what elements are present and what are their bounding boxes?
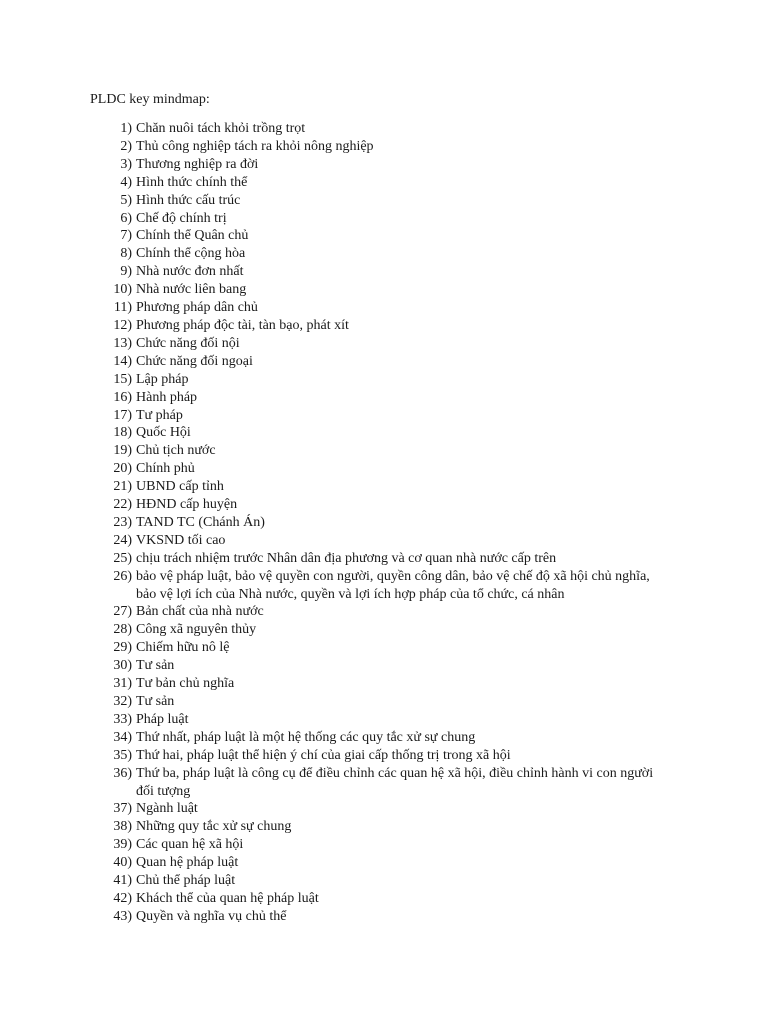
list-item xyxy=(0,263,768,281)
list-item xyxy=(0,621,768,639)
item-text-line: Bản chất của nhà nước xyxy=(136,604,264,620)
item-text xyxy=(136,747,511,765)
list-item xyxy=(0,514,768,532)
item-number: 7) xyxy=(120,228,132,244)
item-text xyxy=(136,854,238,872)
item-text xyxy=(136,353,253,371)
list-item xyxy=(0,317,768,335)
list-item xyxy=(0,210,768,228)
item-text xyxy=(136,800,198,818)
item-text-line: Hình thức chính thể xyxy=(136,174,248,190)
item-number: 34) xyxy=(113,729,132,745)
item-number: 15) xyxy=(113,371,132,387)
item-text-line: đối tượng xyxy=(136,783,191,799)
item-number: 19) xyxy=(113,443,132,459)
item-text-line: Phương pháp độc tài, tàn bạo, phát xít xyxy=(136,317,349,333)
item-number: 13) xyxy=(113,335,132,351)
list-item xyxy=(0,800,768,818)
item-text xyxy=(136,603,264,621)
item-text xyxy=(136,872,235,890)
item-text-line: Quyền và nghĩa vụ chủ thể xyxy=(136,908,287,924)
item-text xyxy=(136,729,475,747)
item-text-line: Hành pháp xyxy=(136,389,198,405)
list-item xyxy=(0,747,768,765)
list-item xyxy=(0,603,768,621)
list-item xyxy=(0,460,768,478)
list-item xyxy=(0,424,768,442)
list-item xyxy=(0,353,768,371)
item-text xyxy=(136,371,188,389)
item-text xyxy=(136,460,195,478)
list-item xyxy=(0,227,768,245)
list-item xyxy=(0,389,768,407)
item-text xyxy=(136,818,291,836)
item-number: 42) xyxy=(113,890,132,906)
item-number: 35) xyxy=(113,747,132,763)
item-text-line: HĐND cấp huyện xyxy=(136,497,238,513)
item-text-line: Chính thể Quân chủ xyxy=(136,228,249,244)
list-item xyxy=(0,765,768,801)
item-text-line: Chính phủ xyxy=(136,461,195,477)
item-text-line: Tư sản xyxy=(136,694,175,709)
item-text-line: Pháp luật xyxy=(136,711,189,727)
item-number: 25) xyxy=(113,550,132,566)
item-number: 17) xyxy=(113,407,132,423)
item-text xyxy=(136,227,248,245)
item-text-line: Chế độ chính trị xyxy=(136,210,227,226)
item-number: 1) xyxy=(120,121,132,136)
item-text-line: Quan hệ pháp luật xyxy=(136,855,239,871)
item-text-line: VKSND tối cao xyxy=(136,532,226,548)
item-number: 2) xyxy=(120,138,132,154)
item-number: 40) xyxy=(113,855,132,871)
list-item xyxy=(0,550,768,568)
item-number: 27) xyxy=(113,604,132,620)
list-item xyxy=(0,854,768,872)
document-title: PLDC key mindmap: xyxy=(90,92,210,107)
list-item xyxy=(0,872,768,890)
item-text-line: Công xã nguyên thủy xyxy=(136,622,257,638)
list-item xyxy=(0,657,768,675)
item-text xyxy=(136,389,197,407)
item-number: 6) xyxy=(120,210,132,226)
item-text xyxy=(136,192,240,210)
item-text-line: bảo vệ lợi ích của Nhà nước, quyền và lợi ích hợp pháp của tổ chức, cá nhân xyxy=(136,586,565,602)
item-number: 9) xyxy=(120,264,132,280)
item-text xyxy=(136,120,305,138)
list-item xyxy=(0,156,768,174)
item-text-line: Tư sản xyxy=(136,658,175,674)
item-number: 31) xyxy=(113,676,132,692)
item-text xyxy=(136,263,244,281)
item-number: 39) xyxy=(113,837,132,853)
item-text-line: Chiếm hữu nô lệ xyxy=(136,640,230,656)
item-number: 38) xyxy=(113,819,132,835)
item-text xyxy=(136,335,240,353)
list-item xyxy=(0,729,768,747)
item-text xyxy=(136,693,174,711)
item-text-line: Tư bản chủ nghĩa xyxy=(136,676,235,692)
item-number: 22) xyxy=(113,497,132,513)
list-item xyxy=(0,138,768,156)
item-number: 29) xyxy=(113,640,132,656)
item-number: 12) xyxy=(113,317,132,333)
item-text-line: Khách thể của quan hệ pháp luật xyxy=(136,890,319,906)
item-number: 28) xyxy=(113,622,132,638)
item-text xyxy=(136,442,216,460)
item-text xyxy=(136,281,246,299)
item-text-line: Nhà nước đơn nhất xyxy=(136,264,244,280)
list-item xyxy=(0,407,768,425)
list-item xyxy=(0,174,768,192)
item-text xyxy=(136,299,258,317)
item-text xyxy=(136,890,319,908)
item-number: 10) xyxy=(113,282,132,298)
item-text xyxy=(136,908,286,926)
item-number: 18) xyxy=(113,425,132,441)
item-text-line: UBND cấp tỉnh xyxy=(136,479,224,495)
item-text xyxy=(136,568,650,604)
item-number: 37) xyxy=(113,801,132,817)
list-item xyxy=(0,299,768,317)
item-text xyxy=(136,174,247,192)
list-item xyxy=(0,496,768,514)
item-number: 32) xyxy=(113,694,132,709)
numbered-list xyxy=(0,120,768,926)
item-text xyxy=(136,138,374,156)
item-number: 43) xyxy=(113,908,132,924)
item-text xyxy=(136,210,227,228)
list-item xyxy=(0,908,768,926)
item-text-line: Các quan hệ xã hội xyxy=(136,837,244,853)
item-text xyxy=(136,639,230,657)
item-number: 5) xyxy=(120,192,132,208)
item-text-line: Quốc Hội xyxy=(136,425,191,441)
item-text xyxy=(136,765,653,801)
item-text-line: Chính thể cộng hòa xyxy=(136,246,246,262)
list-item xyxy=(0,281,768,299)
item-text xyxy=(136,407,183,425)
item-text xyxy=(136,532,225,550)
list-item xyxy=(0,245,768,263)
item-text xyxy=(136,675,234,693)
list-item xyxy=(0,639,768,657)
item-text-line: Ngành luật xyxy=(136,801,198,817)
item-text xyxy=(136,317,349,335)
item-number: 23) xyxy=(113,514,132,530)
item-text xyxy=(136,424,191,442)
item-text-line: Chủ thể pháp luật xyxy=(136,873,236,889)
item-text-line: Chức năng đối ngoại xyxy=(136,353,253,369)
item-text xyxy=(136,496,237,514)
item-number: 4) xyxy=(120,174,132,190)
item-text xyxy=(136,657,174,675)
list-item xyxy=(0,890,768,908)
item-number: 33) xyxy=(113,711,132,727)
list-item xyxy=(0,371,768,389)
item-number: 30) xyxy=(113,658,132,674)
item-text-line: Thứ hai, pháp luật thể hiện ý chí của giai cấp thống trị trong xã hội xyxy=(136,747,511,763)
item-number: 26) xyxy=(113,568,132,584)
item-text-line: Tư pháp xyxy=(136,407,183,423)
item-text-line: chịu trách nhiệm trước Nhân dân địa phương và cơ quan nhà nước cấp trên xyxy=(136,550,557,566)
list-item xyxy=(0,711,768,729)
item-number: 24) xyxy=(113,532,132,548)
list-item xyxy=(0,675,768,693)
list-item xyxy=(0,192,768,210)
item-number: 36) xyxy=(113,765,132,781)
item-number: 41) xyxy=(113,873,132,889)
item-text xyxy=(136,156,258,174)
item-text-line: Thương nghiệp ra đời xyxy=(136,156,259,172)
item-number: 3) xyxy=(120,156,132,172)
item-text-line: Thứ nhất, pháp luật là một hệ thống các quy tắc xử sự chung xyxy=(136,729,476,745)
item-text-line: Chủ tịch nước xyxy=(136,443,216,459)
item-text-line: Chăn nuôi tách khỏi trồng trọt xyxy=(136,121,306,136)
item-text xyxy=(136,711,189,729)
item-number: 21) xyxy=(113,479,132,495)
list-item xyxy=(0,478,768,496)
list-item xyxy=(0,836,768,854)
item-number: 16) xyxy=(113,389,132,405)
item-text-line: Những quy tắc xử sự chung xyxy=(136,819,292,835)
list-item xyxy=(0,693,768,711)
item-text-line: Nhà nước liên bang xyxy=(136,282,247,298)
list-item xyxy=(0,818,768,836)
item-text-line: Hình thức cấu trúc xyxy=(136,192,241,208)
item-text-line: bảo vệ pháp luật, bảo vệ quyền con người, quyền công dân, bảo vệ chế độ xã hội chủ nghĩa, xyxy=(136,568,650,584)
item-number: 11) xyxy=(113,300,132,316)
item-text xyxy=(136,621,256,639)
item-number: 20) xyxy=(113,461,132,477)
item-number: 14) xyxy=(113,353,132,369)
item-text xyxy=(136,514,265,532)
list-item xyxy=(0,335,768,353)
item-text-line: Thứ ba, pháp luật là công cụ để điều chỉnh các quan hệ xã hội, điều chỉnh hành vi con người xyxy=(136,765,654,781)
list-item xyxy=(0,120,768,138)
item-number: 8) xyxy=(120,246,132,262)
item-text xyxy=(136,245,245,263)
item-text-line: Thủ công nghiệp tách ra khỏi nông nghiệp xyxy=(136,138,374,154)
item-text-line: TAND TC (Chánh Án) xyxy=(136,514,265,530)
list-item xyxy=(0,442,768,460)
list-item xyxy=(0,568,768,604)
item-text-line: Lập pháp xyxy=(136,371,189,387)
list-item xyxy=(0,532,768,550)
item-text xyxy=(136,836,243,854)
item-text xyxy=(136,478,224,496)
item-text-line: Phương pháp dân chủ xyxy=(136,300,258,316)
item-text xyxy=(136,550,556,568)
item-text-line: Chức năng đối nội xyxy=(136,335,240,351)
